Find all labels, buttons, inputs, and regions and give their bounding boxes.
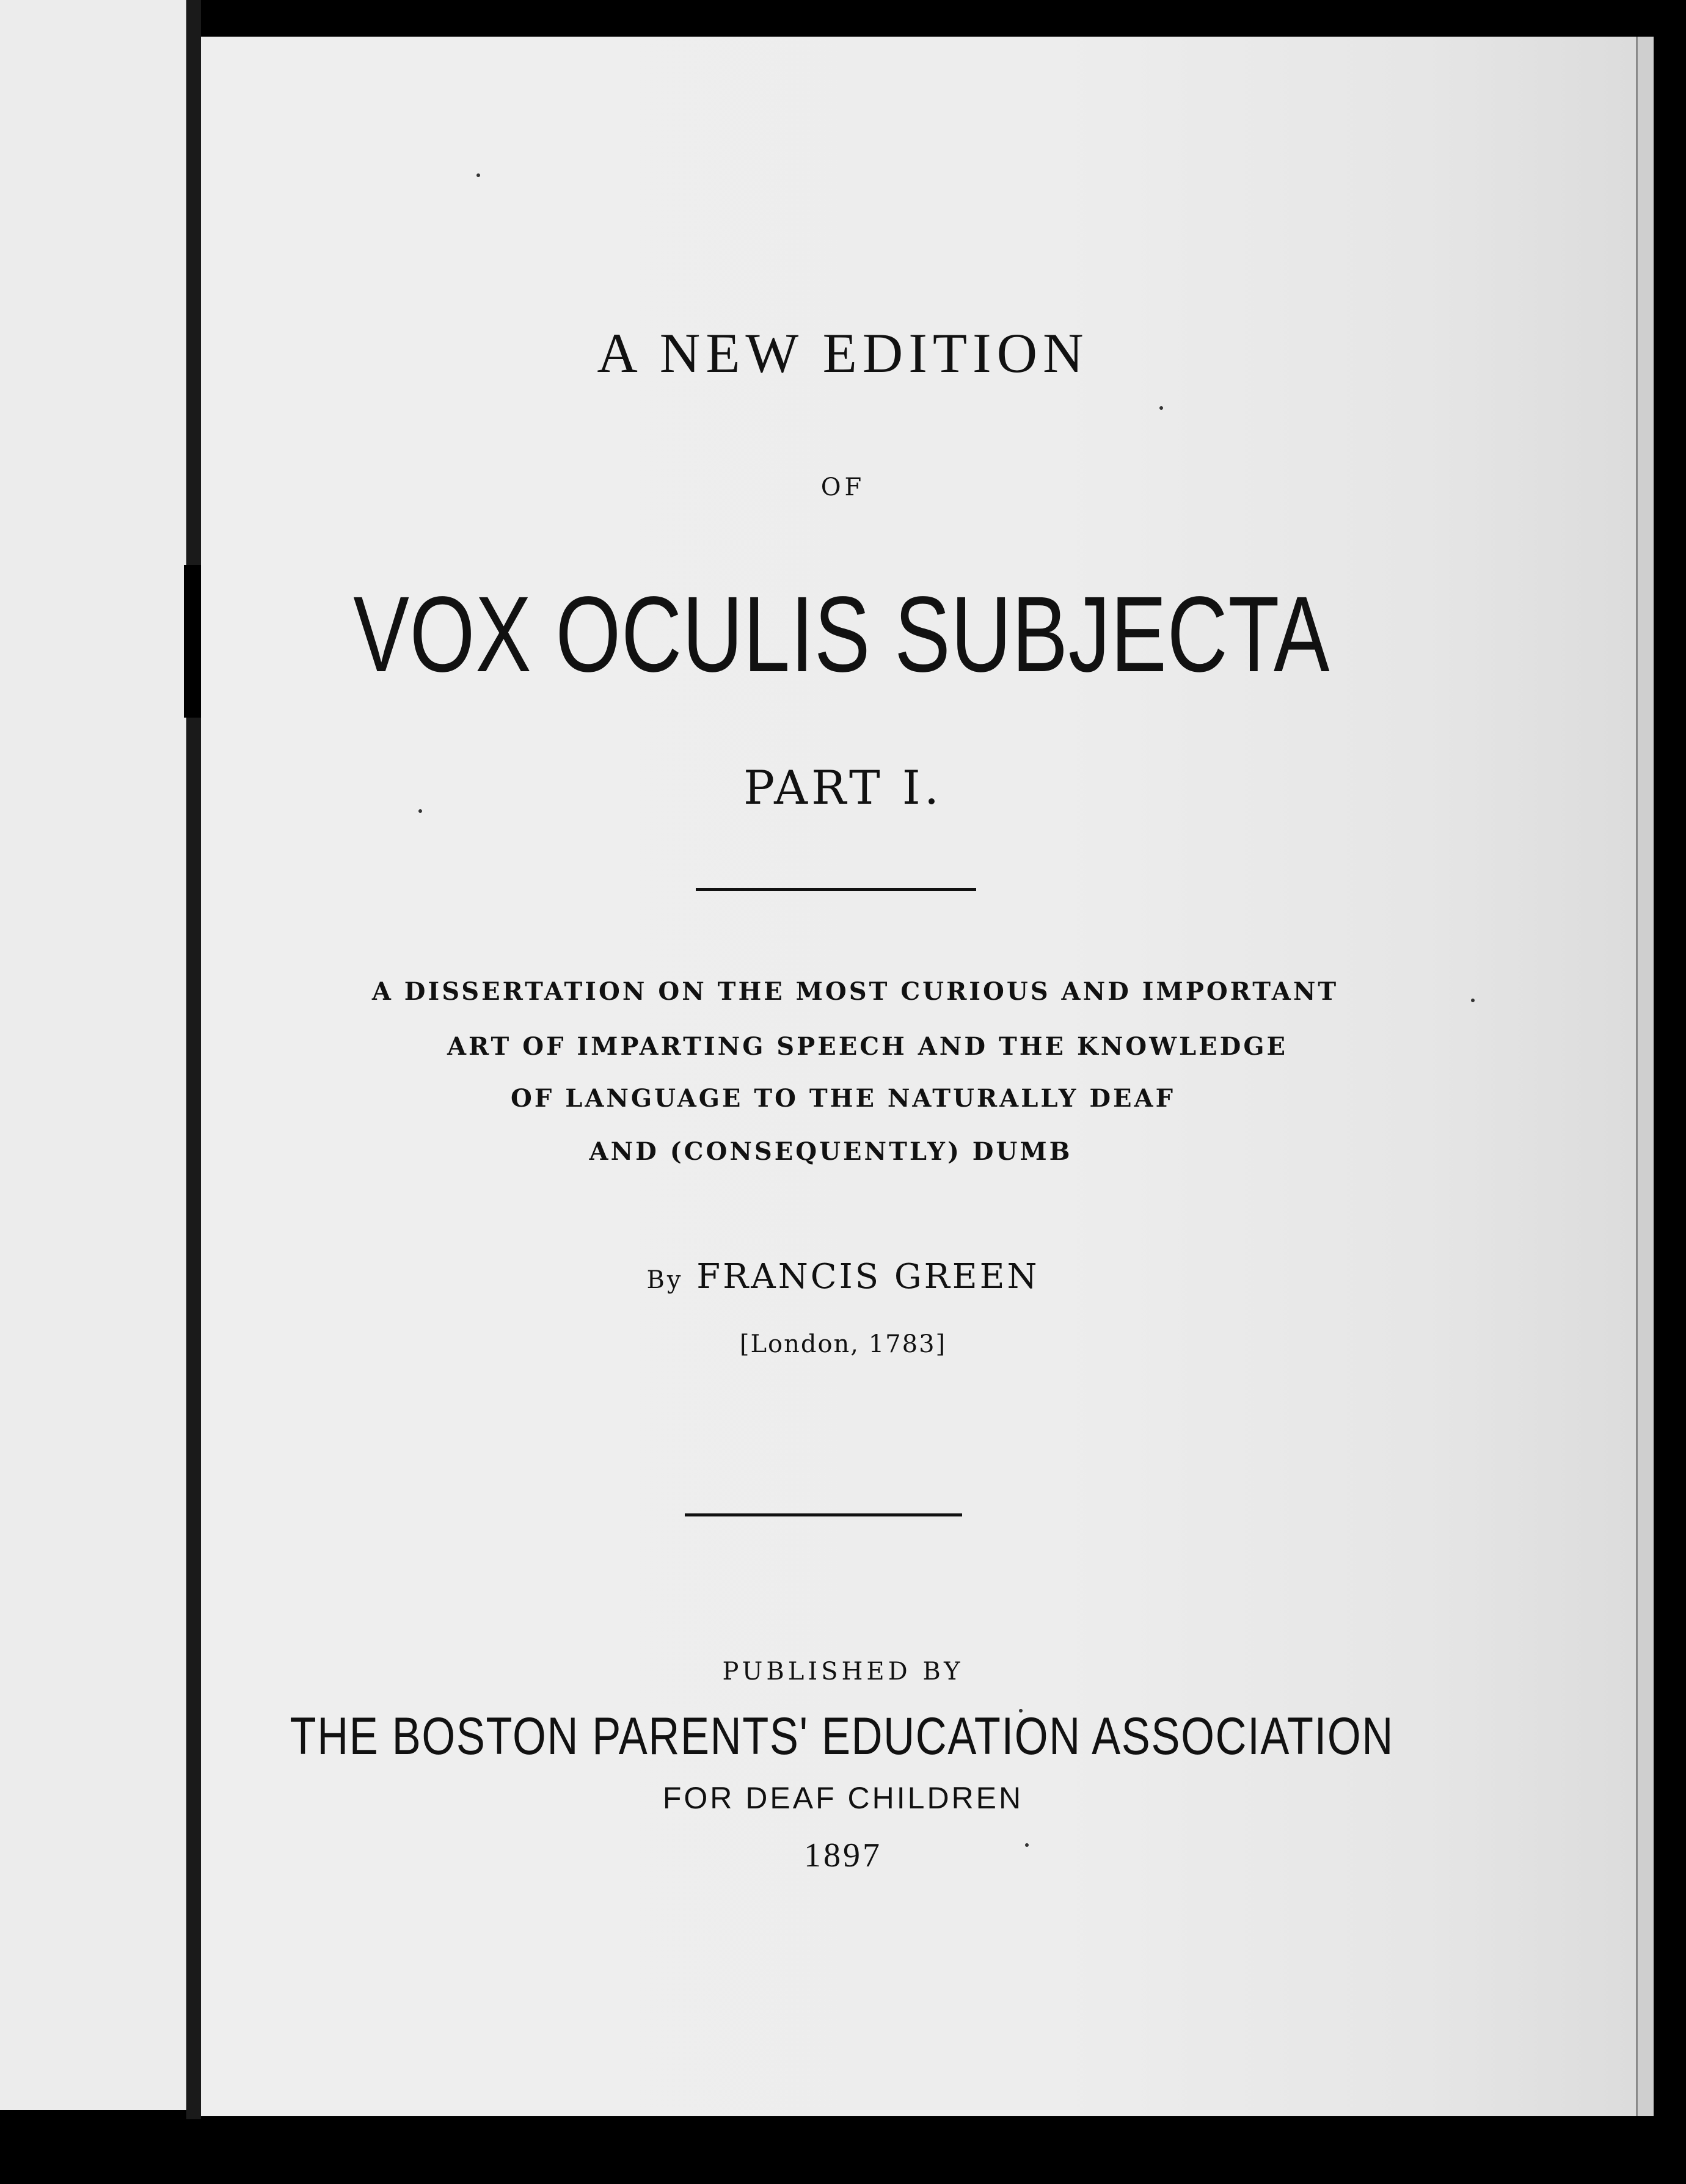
dust-speck (1159, 406, 1163, 410)
dissertation-line-4: AND (CONSEQUENTLY) DUMB (589, 1137, 1073, 1166)
dissertation-line-1: A DISSERTATION ON THE MOST CURIOUS AND IMPORTANT (371, 977, 1339, 1006)
dust-speck (476, 173, 480, 177)
dissertation-line-2: ART OF IMPARTING SPEECH AND THE KNOWLEDGE (447, 1032, 1288, 1061)
dissertation-line-3: OF LANGUAGE TO THE NATURALLY DEAF (511, 1084, 1175, 1113)
of-connector: OF (820, 473, 866, 501)
by-prefix: By (646, 1266, 684, 1294)
place-and-date: [London, 1783] (739, 1330, 947, 1358)
published-by: PUBLISHED BY (722, 1658, 964, 1686)
book-title: VOX OCULIS SUBJECTA (353, 575, 1330, 694)
publisher-subtitle: FOR DEAF CHILDREN (662, 1781, 1024, 1815)
author-line (0, 1257, 1686, 1297)
author-name: FRANCIS GREEN (696, 1257, 1040, 1297)
edition-heading: A NEW EDITION (597, 322, 1089, 384)
publisher-name: THE BOSTON PARENTS' EDUCATION ASSOCIATION (290, 1707, 1394, 1766)
divider-rule (685, 1513, 962, 1516)
publication-year: 1897 (804, 1836, 882, 1874)
part-number: PART I. (743, 760, 943, 815)
divider-rule (696, 888, 976, 891)
